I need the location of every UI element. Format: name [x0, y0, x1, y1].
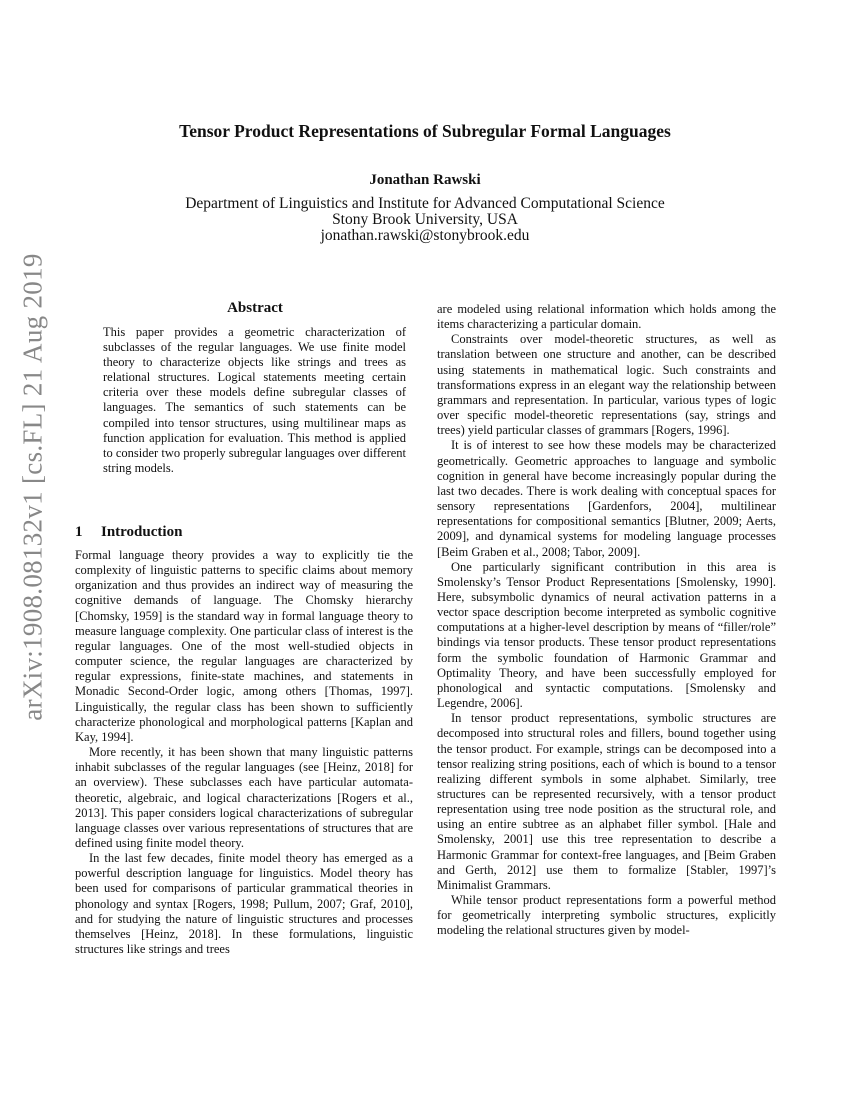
- section-number: 1: [75, 524, 83, 540]
- left-column: [75, 548, 413, 957]
- paragraph: More recently, it has been shown that many linguistic patterns inhabit subclasses of the regular languages (see [Heinz, 2018] for an overview). These subclasses each have particular automata-theoretic, algebraic, and logical characterizations [Rogers et al., 2013]. This paper considers logical characterizations of subregular language classes over various representations of structures that are defined using finite model theory.: [75, 745, 413, 850]
- paragraph: While tensor product representations form a powerful method for geometrically interpreting symbolic structures, explicitly modeling the relational structures given by model-: [437, 893, 776, 938]
- paragraph: Formal language theory provides a way to explicitly tie the complexity of linguistic patterns to specific claims about memory organization and thus provides an indirect way of measuring the cognitive demands of language. The Chomsky hierarchy [Chomsky, 1959] is the standard way in formal language theory to measure language complexity. One particular class of interest is the regular languages. One of the most well-studied objects in computer science, the regular languages are characterized by regular expressions, finite-state machines, and statements in Monadic Second-Order logic, among others [Thomas, 1997]. Linguistically, the regular class has been shown to sufficiently characterize phonological and morphological patterns [Kaplan and Kay, 1994].: [75, 548, 413, 744]
- paragraph: One particularly significant contribution in this area is Smolensky’s Tensor Product Representations [Smolensky, 1990]. Here, subsymbolic dynamics of neural activation patterns in a vector space description become interpreted as symbolic cognitive computations at a higher-level description by means of “filler/role” bindings via tensor products. These tensor product representations form the symbolic foundation of Harmonic Grammar and Optimality Theory, and have been successfully employed for phonological and syntactic computations. [Smolensky and Legendre, 2006].: [437, 559, 776, 711]
- right-column: [437, 302, 776, 939]
- arxiv-sidebar: [17, 253, 48, 721]
- abstract-text: This paper provides a geometric characterization of subclasses of the regular languages. We use finite model theory to characterize objects like strings and trees as relational structures. Logical statements meeting certain criteria over these models define subregular classes of languages. The semantics of such statements can be compiled into tensor structures, using multilinear maps as function application for evaluation. This method is applied to consider two properly subregular languages over different string models.: [103, 325, 406, 475]
- section-title: Introduction: [101, 524, 183, 540]
- section-heading: [75, 524, 182, 541]
- abstract-heading: Abstract: [227, 300, 283, 316]
- paragraph: In tensor product representations, symbolic structures are decomposed into structural roles and fillers, bound together using the tensor product. For example, strings can be decomposed into a tensor realizing string positions, each of which is bound to a tensor realizing different symbols in some alphabet. Similarly, tree structures can be represented recursively, with a tensor product representation using tree node position as the structural role, and using an entire subtree as an alphabet filler symbol. [Hale and Smolensky, 2001] use this tree representation to describe a Harmonic Grammar for context-free languages, and [Beim Graben and Gerth, 2012] use them to formalize [Stabler, 1997]’s Minimalist Grammars.: [437, 711, 776, 892]
- paragraph: It is of interest to see how these models may be characterized geometrically. Geometric approaches to language and symbolic cognition in general have become increasingly popular during the last two decades. There is work dealing with conceptual spaces for sensory representations [Gardenfors, 2004], multilinear representations for compositional semantics [Blutner, 2009; Aerts, 2009], and dynamical systems for modeling language processes [Beim Graben et al., 2008; Tabor, 2009].: [437, 438, 776, 559]
- paper-title: Tensor Product Representations of Subregular Formal Languages: [179, 121, 671, 141]
- arxiv-stamp: arXiv:1908.08132v1 [cs.FL] 21 Aug 2019: [17, 253, 48, 721]
- paragraph: Constraints over model-theoretic structures, as well as translation between one structure and another, can be described using statements in mathematical logic. Such constraints and transformations express in an elegant way the relationship between grammars and representation. In particular, various types of logic over specific model-theoretic representations (say, strings and trees) yield particular classes of grammars [Rogers, 1996].: [437, 332, 776, 438]
- affiliation-line-1: Department of Linguistics and Institute for Advanced Computational Science: [185, 195, 665, 212]
- author-affiliation: [0, 196, 850, 244]
- author-name: Jonathan Rawski: [369, 172, 481, 188]
- paragraph: are modeled using relational information which holds among the items characterizing a particular domain.: [437, 302, 776, 332]
- affiliation-line-2: Stony Brook University, USA: [332, 211, 518, 228]
- paragraph: In the last few decades, finite model theory has emerged as a powerful description language for linguistics. Model theory has been used for comparisons of particular grammatical theories in phonology and syntax [Rogers, 1998; Pullum, 2007; Graf, 2010], and for studying the nature of linguistic structures and processes themselves [Heinz, 2018]. In these formulations, linguistic structures like strings and trees: [75, 851, 413, 957]
- author-email: jonathan.rawski@stonybrook.edu: [320, 227, 530, 244]
